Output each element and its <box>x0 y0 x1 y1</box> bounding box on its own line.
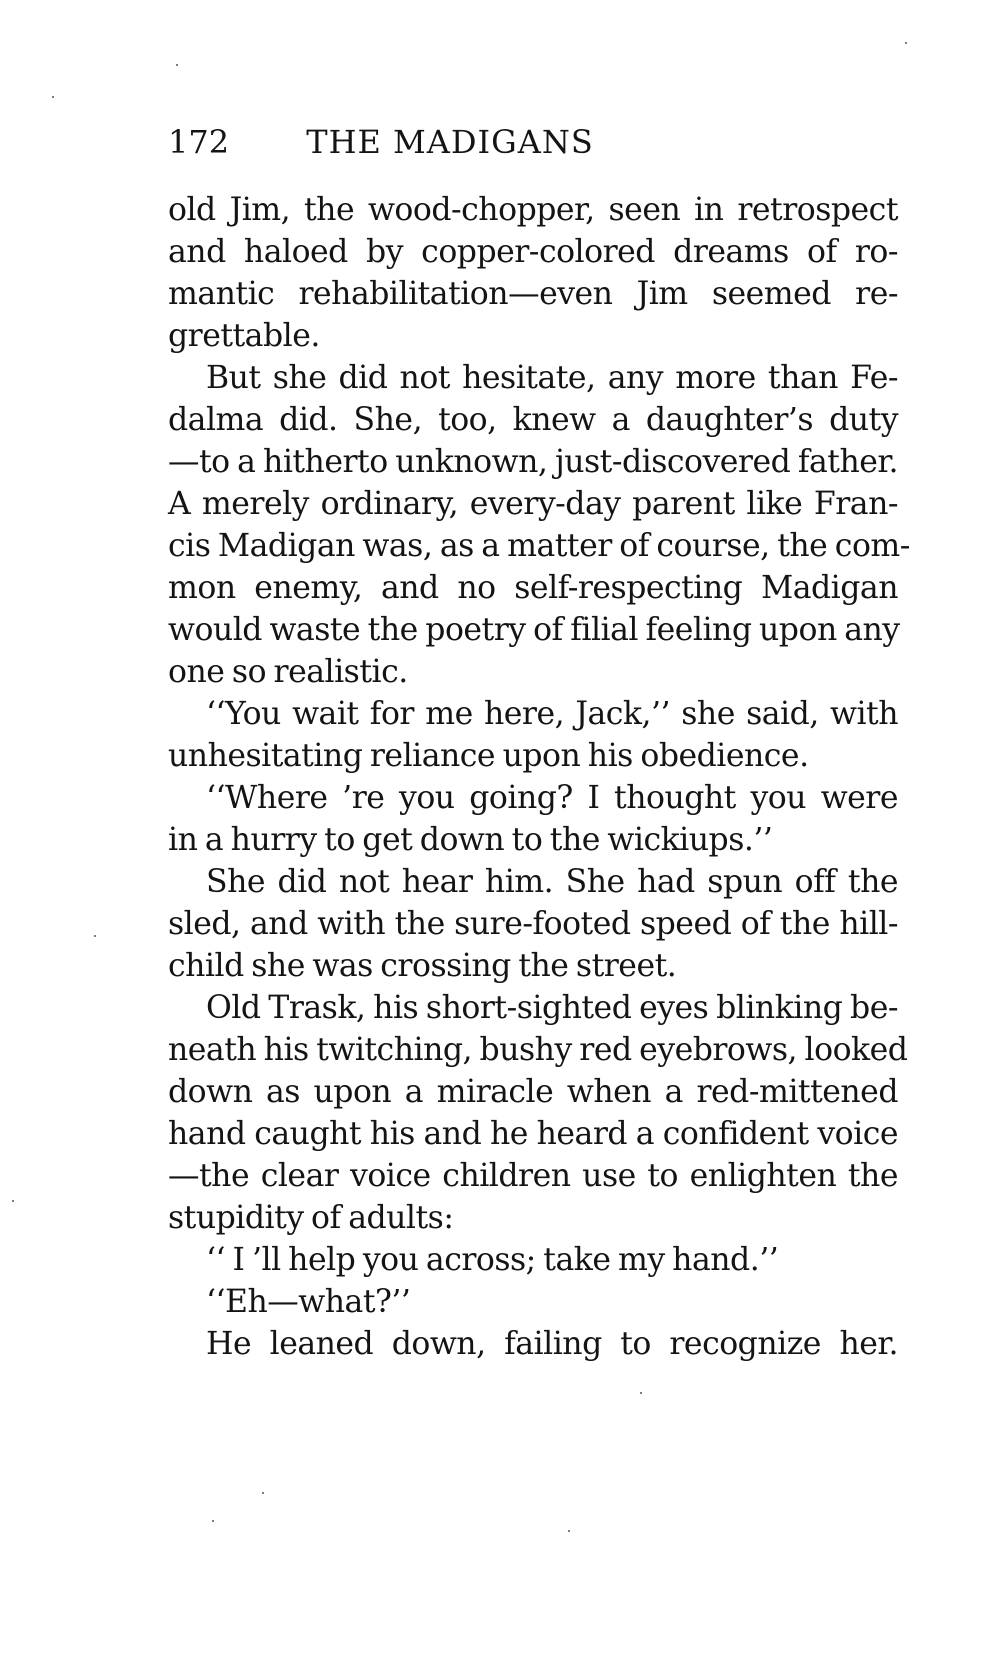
text-line: one so realistic. <box>168 654 408 690</box>
paper-speck <box>52 96 54 98</box>
text-line: unhesitating reliance upon his obedience. <box>168 738 809 774</box>
paper-speck <box>94 935 96 937</box>
text-line: cis Madigan was, as a matter of course, the com- <box>168 528 910 564</box>
text-line: and haloed by copper-colored dreams of ro- <box>168 234 898 270</box>
paper-speck <box>212 1520 214 1522</box>
text-line: ‘‘Eh—what?’’ <box>206 1284 411 1320</box>
text-line: down as upon a miracle when a red-mittened <box>168 1074 898 1110</box>
paper-speck <box>176 64 178 66</box>
text-line: neath his twitching, bushy red eyebrows, looked <box>168 1032 908 1068</box>
text-line: Old Trask, his short-sighted eyes blinking be- <box>206 990 898 1026</box>
text-line: ‘‘ I ’ll help you across; take my hand.’’ <box>206 1242 779 1278</box>
text-line: A merely ordinary, every-day parent like Fran- <box>168 486 898 522</box>
text-line: —to a hitherto unknown, just-discovered father. <box>168 444 898 480</box>
text-line: stupidity of adults: <box>168 1200 454 1236</box>
text-line: old Jim, the wood-chopper, seen in retrospect <box>168 192 898 228</box>
text-line: But she did not hesitate, any more than Fe- <box>206 360 898 396</box>
text-line: She did not hear him. She had spun off the <box>206 864 898 900</box>
page-number: 172 <box>168 123 230 161</box>
paper-speck <box>640 1392 642 1394</box>
text-line: grettable. <box>168 318 320 354</box>
text-line: ‘‘You wait for me here, Jack,’’ she said, with <box>206 696 898 732</box>
text-line: —the clear voice children use to enlighten the <box>168 1158 898 1194</box>
text-line: hand caught his and he heard a confident voice <box>168 1116 898 1152</box>
text-line: ‘‘Where ’re you going? I thought you were <box>206 780 898 816</box>
paper-speck <box>12 1200 14 1202</box>
body-text <box>168 189 910 1365</box>
running-head <box>168 118 898 166</box>
text-line: dalma did. She, too, knew a daughter’s duty <box>168 402 898 438</box>
text-line: would waste the poetry of filial feeling upon any <box>168 612 900 648</box>
paper-speck <box>262 1492 264 1494</box>
paper-speck <box>568 1530 570 1532</box>
text-line: mantic rehabilitation—even Jim seemed re- <box>168 276 898 312</box>
text-line: sled, and with the sure-footed speed of the hill- <box>168 906 898 942</box>
text-line: mon enemy, and no self-respecting Madigan <box>168 570 898 606</box>
book-title: THE MADIGANS <box>306 123 594 161</box>
text-line: in a hurry to get down to the wickiups.’’ <box>168 822 773 858</box>
text-line: child she was crossing the street. <box>168 948 677 984</box>
text-line: He leaned down, failing to recognize her. <box>206 1326 898 1362</box>
paper-speck <box>905 42 907 44</box>
